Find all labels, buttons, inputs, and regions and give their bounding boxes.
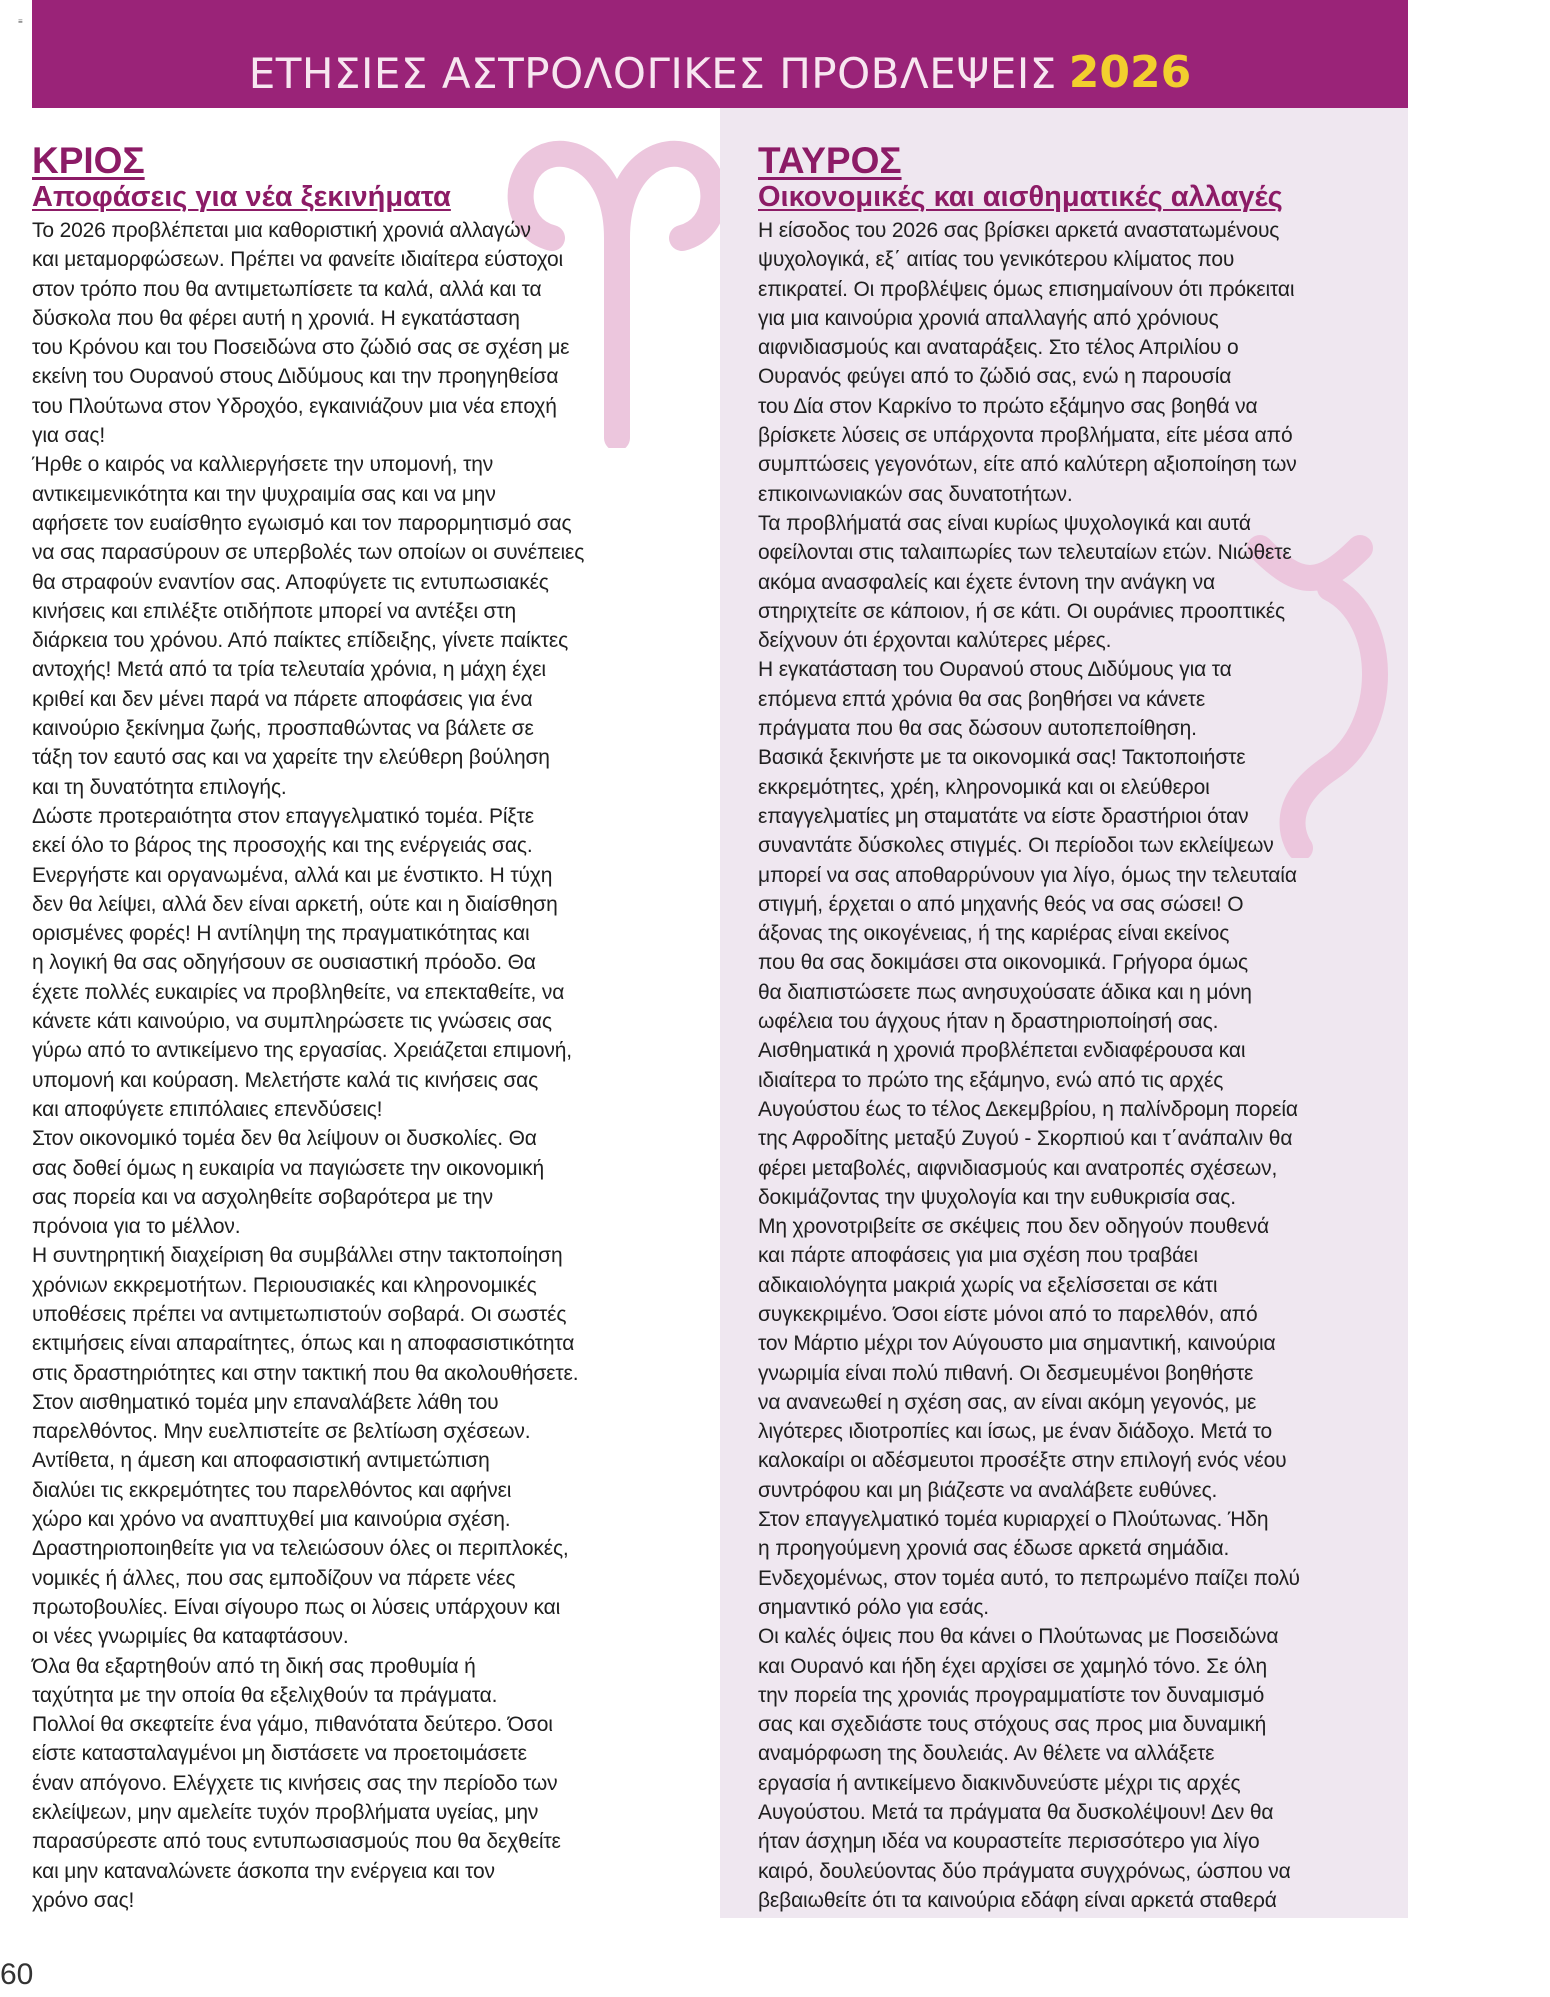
header-year: 2026 — [1068, 47, 1192, 98]
taurus-title: ΤΑΥΡΟΣ — [758, 140, 902, 181]
aries-subtitle: Αποφάσεις για νέα ξεκινήματα — [32, 181, 451, 213]
header-banner — [32, 0, 1408, 108]
page-number: 60 — [0, 1958, 34, 1991]
taurus-forecast-text: Η είσοδος του 2026 σας βρίσκει αρκετά αναστατωμένους ψυχολογικά, εξ΄ αιτίας του γενικότερου κλίματος που επικρατεί. Οι προβλέψεις όμως επισημαίνουν ότι πρόκειται για μια καινούρια χρονιά απαλλαγής από χρόνιους αιφνιδιασμούς και αναταράξεις. Στο τέλος Απριλίου ο Ουρανός φεύγει από το ζώδιό σας, ενώ η παρουσία του Δία στον Καρκίνο το πρώτο εξάμηνο σας βοηθά να βρίσκετε λύσεις σε υπάρχοντα προβλήματα, είτε μέσα από συμπτώσεις γεγονότων, είτε από καλύτερη αξιοποίηση των επικοινωνιακών σας δυνατοτήτων. Τα προβλήματά σας είναι κυρίως ψυχολογικά και αυτά οφείλονται στις ταλαιπωρίες των τελευταίων ετών. Νιώθετε ακόμα ανασφαλείς και έχετε έντονη την ανάγκη να στηριχτείτε σε κάποιον, ή σε κάτι. Οι ουράνιες προοπτικές δείχνουν ότι έρχονται καλύτερες μέρες. Η εγκατάσταση του Ουρανού στους Διδύμους για τα επόμενα επτά χρόνια θα σας βοηθήσει να κάνετε πράγματα που θα σας δώσουν αυτοπεποίθηση. Βασικά ξεκινήστε με τα οικονομικά σας! Τακτοποιήστε εκκρεμότητες, χρέη, κληρονομικά και οι ελεύθεροι επαγγελματίες μη σταματάτε να είστε δραστήριοι όταν συναντάτε δύσκολες στιγμές. Οι περίοδοι των εκλείψεων μπορεί να σας αποθαρρύνουν για λίγο, όμως την τελευταία στιγμή, έρχεται ο από μηχανής θεός να σας σώσει! Ο άξονας της οικογένειας, ή της καριέρας είναι εκείνος που θα σας δοκιμάσει στα οικονομικά. Γρήγορα όμως θα διαπιστώσετε πως ανησυχούσατε άδικα και η μόνη ωφέλεια του άγχους ήταν η δραστηριοποίησή σας. Αισθηματικά η χρονιά προβλέπεται ενδιαφέρουσα και ιδιαίτερα το πρώτο της εξάμηνο, ενώ από τις αρχές Αυγούστου έως το τέλος Δεκεμβρίου, η παλίνδρομη πορεία της Αφροδίτης μεταξύ Ζυγού - Σκορπιού και τ΄ανάπαλιν θα φέρει μεταβολές, αιφνιδιασμούς και ανατροπές σχέσεων, δοκιμάζοντας την ψυχολογία και την ευθυκρισία σας. Μη χρονοτριβείτε σε σκέψεις που δεν οδηγούν πουθενά και πάρτε αποφάσεις για μια σχέση που τραβάει αδικαιολόγητα μακριά χωρίς να εξελίσσεται σε κάτι συγκεκριμένο. Όσοι είστε μόνοι από το παρελθόν, από τον Μάρτιο μέχρι τον Αύγουστο μια σημαντική, καινούρια γνωριμία είναι πολύ πιθανή. Οι δεσμευμένοι βοηθήστε να ανανεωθεί η σχέση σας, αν είναι ακόμη γεγονός, με λιγότερες ιδιοτροπίες και ίσως, με έναν διάδοχο. Μετά το καλοκαίρι οι αδέσμευτοι προσέξτε στην επιλογή ενός νέου συντρόφου και μη βιάζεστε να αναλάβετε ευθύνες. Στον επαγγελματικό τομέα κυριαρχεί ο Πλούτωνας. Ήδη η προηγούμενη χρονιά σας έδωσε αρκετά σημάδια. Ενδεχομένως, στον τομέα αυτό, το πεπρωμένο παίζει πολύ σημαντικό ρόλο για εσάς. Οι καλές όψεις που θα κάνει ο Πλούτωνας με Ποσειδώνα και Ουρανό και ήδη έχει αρχίσει σε χαμηλό τόνο. Σε όλη την πορεία της χρονιάς προγραμματίστε τον δυναμισμό σας και σχεδιάστε τους στόχους σας προς μια δυναμική αναμόρφωση της δουλειάς. Αν θέλετε να αλλάξετε εργασία ή αντικείμενο διακινδυνεύστε μέχρι τις αρχές Αυγούστου. Μετά τα πράγματα θα δυσκολέψουν! Δεν θα ήταν άσχημη ιδέα να κουραστείτε περισσότερο για λίγο καιρό, δουλεύοντας δύο πράγματα συγχρόνως, ώσπου να βεβαιωθείτε ότι τα καινούρια εδάφη είναι αρκετά σταθερά — [758, 219, 1300, 1912]
aries-forecast-text: Το 2026 προβλέπεται μια καθοριστική χρονιά αλλαγών και μεταμορφώσεων. Πρέπει να φανείτε ιδιαίτερα εύστοχοι στον τρόπο που θα αντιμετωπίσετε τα καλά, αλλά και τα δύσκολα που θα φέρει αυτή η χρονιά. Η εγκατάσταση του Κρόνου και του Ποσειδώνα στο ζώδιό σας σε σχέση με εκείνη του Ουρανού στους Διδύμους και την προηγηθείσα του Πλούτωνα στον Υδροχόο, εγκαινιάζουν μια νέα εποχή για σας! Ήρθε ο καιρός να καλλιεργήσετε την υπομονή, την αντικειμενικότητα και την ψυχραιμία σας και να μην αφήσετε τον ευαίσθητο εγωισμό και τον παρορμητισμό σας να σας παρασύρουν σε υπερβολές των οποίων οι συνέπειες θα στραφούν εναντίον σας. Αποφύγετε τις εντυπωσιακές κινήσεις και επιλέξτε οτιδήποτε μπορεί να αντέξει στη διάρκεια του χρόνου. Από παίκτες επίδειξης, γίνετε παίκτες αντοχής! Μετά από τα τρία τελευταία χρόνια, η μάχη έχει κριθεί και δεν μένει παρά να πάρετε αποφάσεις για ένα καινούριο ξεκίνημα ζωής, προσπαθώντας να βάλετε σε τάξη τον εαυτό σας και να χαρείτε την ελεύθερη βούληση και τη δυνατότητα επιλογής. Δώστε προτεραιότητα στον επαγγελματικό τομέα. Ρίξτε εκεί όλο το βάρος της προσοχής και της ενέργειάς σας. Ενεργήστε και οργανωμένα, αλλά και με ένστικτο. Η τύχη δεν θα λείψει, αλλά δεν είναι αρκετή, ούτε και η διαίσθηση ορισμένες φορές! Η αντίληψη της πραγματικότητας και η λογική θα σας οδηγήσουν σε ουσιαστική πρόοδο. Θα έχετε πολλές ευκαιρίες να προβληθείτε, να επεκταθείτε, να κάνετε κάτι καινούριο, να συμπληρώσετε τις γνώσεις σας γύρω από το αντικείμενο της εργασίας. Χρειάζεται επιμονή, υπομονή και κούραση. Μελετήστε καλά τις κινήσεις σας και αποφύγετε επιπόλαιες επενδύσεις! Στον οικονομικό τομέα δεν θα λείψουν οι δυσκολίες. Θα σας δοθεί όμως η ευκαιρία να παγιώσετε την οικονομική σας πορεία και να ασχοληθείτε σοβαρότερα με την πρόνοια για το μέλλον. Η συντηρητική διαχείριση θα συμβάλλει στην τακτοποίηση χρόνιων εκκρεμοτήτων. Περιουσιακές και κληρονομικές υποθέσεις πρέπει να αντιμετωπιστούν σοβαρά. Οι σωστές εκτιμήσεις είναι απαραίτητες, όπως και η αποφασιστικότητα στις δραστηριότητες και στην τακτική που θα ακολουθήσετε. Στον αισθηματικό τομέα μην επαναλάβετε λάθη του παρελθόντος. Μην ευελπιστείτε σε βελτίωση σχέσεων. Αντίθετα, η άμεση και αποφασιστική αντιμετώπιση διαλύει τις εκκρεμότητες του παρελθόντος και αφήνει χώρο και χρόνο να αναπτυχθεί μια καινούρια σχέση. Δραστηριοποιηθείτε για να τελειώσουν όλες οι περιπλοκές, νομικές ή άλλες, που σας εμποδίζουν να πάρετε νέες πρωτοβουλίες. Είναι σίγουρο πως οι λύσεις υπάρχουν και οι νέες γνωριμίες θα καταφτάσουν. Όλα θα εξαρτηθούν από τη δική σας προθυμία ή ταχύτητα με την οποία θα εξελιχθούν τα πράγματα. Πολλοί θα σκεφτείτε ένα γάμο, πιθανότατα δεύτερο. Όσοι είστε κατασταλαγμένοι μη διστάσετε να προετοιμάσετε έναν απόγονο. Ελέγχετε τις κινήσεις σας την περίοδο των εκλείψεων, μην αμελείτε τυχόν προβλήματα υγείας, μην παρασύρεστε από τους εντυπωσιασμούς που θα δεχθείτε και μην καταναλώνετε άσκοπα την ενέργεια και τον χρόνο σας! — [32, 219, 585, 1912]
corner-mark: ≡ — [18, 17, 23, 26]
aries-title: ΚΡΙΟΣ — [32, 140, 145, 181]
aries-column — [32, 108, 720, 1915]
taurus-column — [720, 108, 1408, 1918]
header-title: ΕΤΗΣΙΕΣ ΑΣΤΡΟΛΟΓΙΚΕΣ ΠΡΟΒΛΕΨΕΙΣ — [248, 49, 1057, 98]
taurus-subtitle: Οικονομικές και αισθηματικές αλλαγές — [758, 181, 1283, 213]
